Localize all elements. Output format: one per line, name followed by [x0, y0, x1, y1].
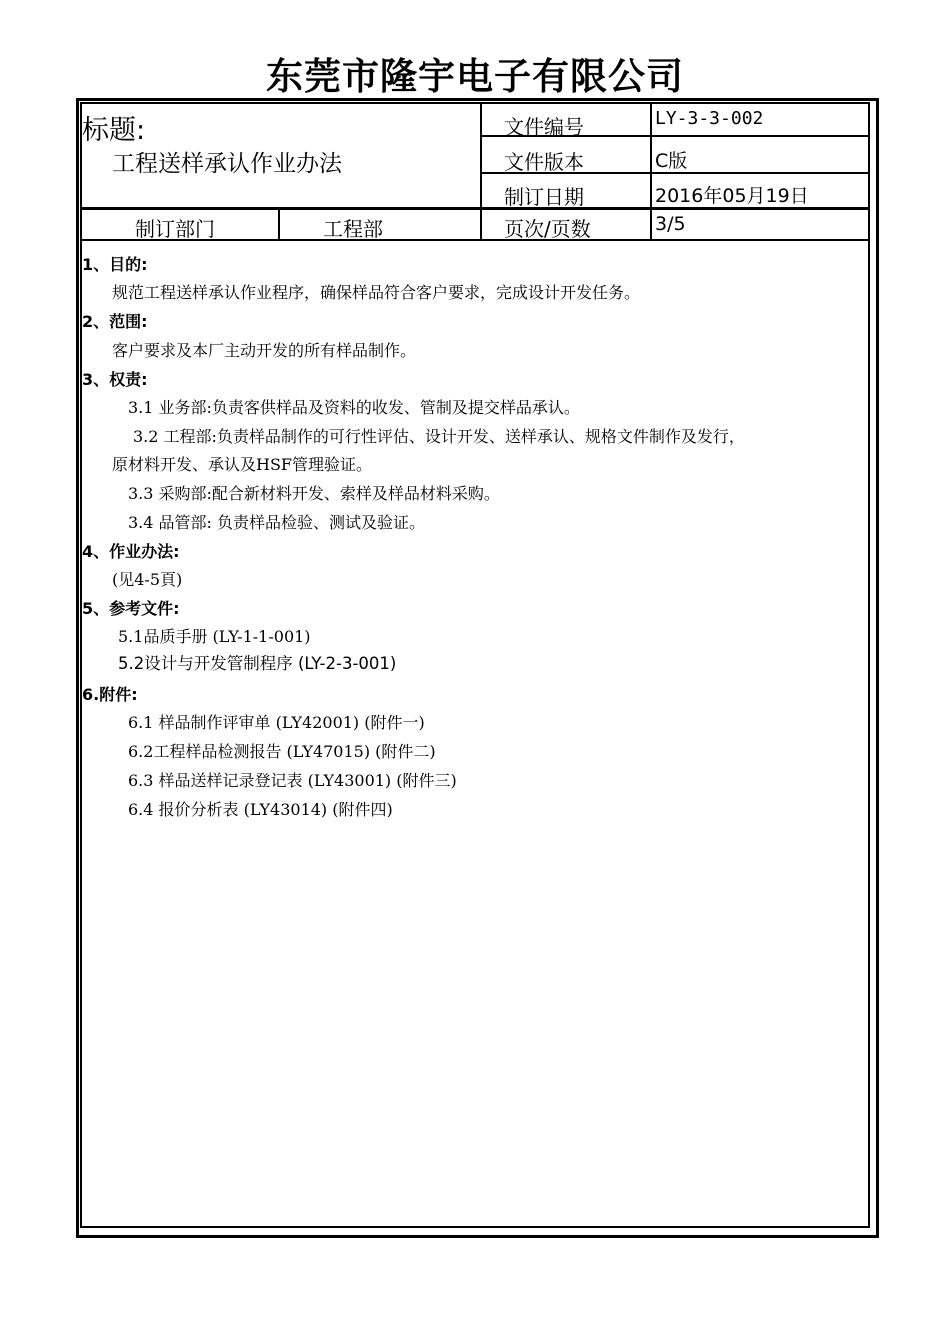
section-heading: 2、范围:: [82, 312, 148, 331]
section-text: (见4-5頁): [112, 570, 183, 589]
list-item: 6.1 样品制作评审单 (LY42001) (附件一): [128, 713, 425, 732]
page-value: 3/5: [655, 213, 686, 235]
list-item: 原材料开发、承认及HSF管理验证。: [112, 455, 373, 474]
header-divider: [650, 102, 652, 240]
version-value: C版: [655, 150, 688, 172]
list-item: 3.2 工程部:负责样品制作的可行性评估、设计开发、送样承认、规格文件制作及发行，: [133, 427, 745, 446]
page-label: 页次/页数: [504, 217, 591, 241]
section-text: 规范工程送样承认作业程序，确保样品符合客户要求，完成设计开发任务。: [112, 283, 641, 302]
section-heading: 5、参考文件:: [82, 599, 180, 618]
section-text: 客户要求及本厂主动开发的所有样品制作。: [112, 341, 417, 360]
list-item: 5.1品质手册 (LY-1-1-001): [118, 627, 311, 646]
document-title: 工程送样承认作业办法: [112, 151, 342, 177]
company-name: 东莞市隆宇电子有限公司: [266, 55, 684, 98]
section-heading: 1、目的:: [82, 255, 148, 274]
dept-label: 制订部门: [135, 217, 215, 241]
section-heading: 6.附件:: [82, 685, 138, 704]
header-divider: [480, 102, 482, 240]
list-item: 5.2设计与开发管制程序 (LY-2-3-001): [118, 654, 397, 673]
date-value: 2016年05月19日: [655, 185, 809, 207]
doc-no-value: LY-3-3-002: [655, 108, 764, 129]
section-heading: 3、权责:: [82, 370, 148, 389]
date-label: 制订日期: [504, 185, 584, 209]
header-divider: [278, 208, 280, 240]
title-label: 标题:: [82, 115, 146, 146]
list-item: 6.3 样品送样记录登记表 (LY43001) (附件三): [128, 771, 457, 790]
list-item: 6.4 报价分析表 (LY43014) (附件四): [128, 800, 393, 819]
list-item: 3.4 品管部: 负责样品检验、测试及验证。: [128, 513, 426, 532]
dept-value: 工程部: [323, 217, 383, 241]
list-item: 6.2工程样品检测报告 (LY47015) (附件二): [128, 742, 436, 761]
list-item: 3.3 采购部:配合新材料开发、索样及样品材料采购。: [128, 484, 500, 503]
version-label: 文件版本: [504, 150, 584, 174]
doc-no-label: 文件编号: [504, 115, 584, 139]
list-item: 3.1 业务部:负责客供样品及资料的收发、管制及提交样品承认。: [128, 398, 580, 417]
section-heading: 4、作业办法:: [82, 542, 180, 561]
